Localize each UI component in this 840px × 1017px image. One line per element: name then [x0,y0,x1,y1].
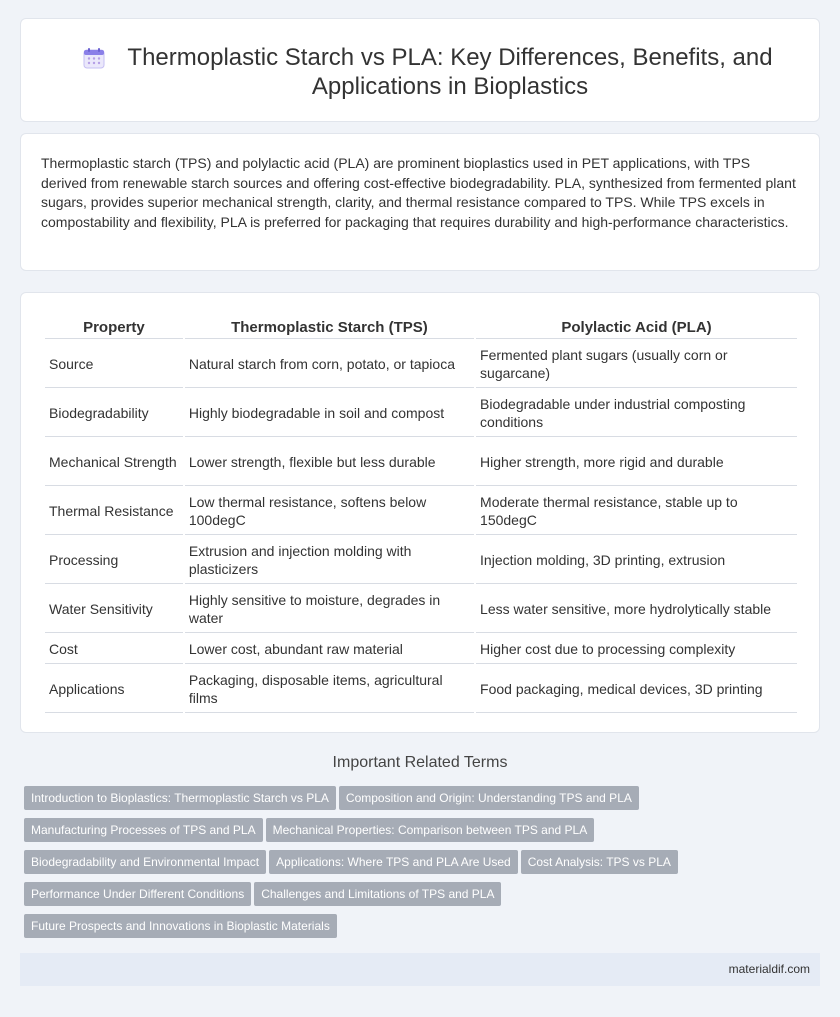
footer [20,953,820,986]
pla-cell: Moderate thermal resistance, stable up to 150degC [476,488,797,535]
related-term-tag[interactable]: Composition and Origin: Understanding TPS and PLA [339,786,639,810]
property-cell: Applications [45,666,183,713]
related-term-tag[interactable]: Manufacturing Processes of TPS and PLA [24,818,263,842]
tps-cell: Extrusion and injection molding with plasticizers [185,537,474,584]
table-header-row [45,315,797,339]
tps-cell: Lower cost, abundant raw material [185,635,474,664]
related-term-tag[interactable]: Future Prospects and Innovations in Bioplastic Materials [24,914,337,938]
page-title: Thermoplastic Starch vs PLA: Key Differences, Benefits, and Applications in Bioplastics [127,44,773,100]
pla-cell: Fermented plant sugars (usually corn or sugarcane) [476,341,797,388]
property-cell: Source [45,341,183,388]
tps-cell: Packaging, disposable items, agricultural films [185,666,474,713]
header-property: Property [45,315,183,339]
tps-cell: Lower strength, flexible but less durable [185,439,474,486]
pla-cell: Biodegradable under industrial composting conditions [476,390,797,437]
tps-cell: Low thermal resistance, softens below 100degC [185,488,474,535]
table-row [45,666,797,713]
table-row [45,537,797,584]
header-pla: Polylactic Acid (PLA) [476,315,797,339]
tps-cell: Highly biodegradable in soil and compost [185,390,474,437]
table-row [45,341,797,388]
table-row [45,586,797,633]
pla-cell: Higher strength, more rigid and durable [476,439,797,486]
pla-cell: Injection molding, 3D printing, extrusion [476,537,797,584]
related-terms-list [24,786,804,946]
pla-cell: Less water sensitive, more hydrolytically stable [476,586,797,633]
tps-cell: Natural starch from corn, potato, or tapioca [185,341,474,388]
intro-paragraph: Thermoplastic starch (TPS) and polylactic acid (PLA) are prominent bioplastics used in PET applications, with TPS derived from renewable starch sources and offering cost-effective biodegradability. PLA, synthesized from fermented plant sugars, provides superior mechanical strength, clarity, and thermal resistance compared to TPS. While TPS excels in compostability and flexibility, PLA is preferred for packaging that requires durability and high-performance characteristics. [41,155,796,230]
related-term-tag[interactable]: Introduction to Bioplastics: Thermoplastic Starch vs PLA [24,786,336,810]
property-cell: Mechanical Strength [45,439,183,486]
related-term-tag[interactable]: Cost Analysis: TPS vs PLA [521,850,678,874]
title-card [20,18,820,122]
comparison-table [43,313,799,715]
pla-cell: Higher cost due to processing complexity [476,635,797,664]
table-row [45,635,797,664]
related-term-tag[interactable]: Performance Under Different Conditions [24,882,251,906]
related-term-tag[interactable]: Applications: Where TPS and PLA Are Used [269,850,518,874]
property-cell: Cost [45,635,183,664]
tps-cell: Highly sensitive to moisture, degrades in water [185,586,474,633]
property-cell: Thermal Resistance [45,488,183,535]
related-term-tag[interactable]: Challenges and Limitations of TPS and PLA [254,882,501,906]
property-cell: Water Sensitivity [45,586,183,633]
property-cell: Biodegradability [45,390,183,437]
pla-cell: Food packaging, medical devices, 3D printing [476,666,797,713]
comparison-table-card [20,292,820,733]
related-term-tag[interactable]: Biodegradability and Environmental Impact [24,850,266,874]
header-tps: Thermoplastic Starch (TPS) [185,315,474,339]
related-terms-heading: Important Related Terms [332,754,508,771]
intro-card [20,133,820,271]
property-cell: Processing [45,537,183,584]
table-row [45,390,797,437]
related-term-tag[interactable]: Mechanical Properties: Comparison between TPS and PLA [266,818,595,842]
table-row [45,488,797,535]
site-name[interactable]: materialdif.com [728,962,810,976]
table-row [45,439,797,486]
